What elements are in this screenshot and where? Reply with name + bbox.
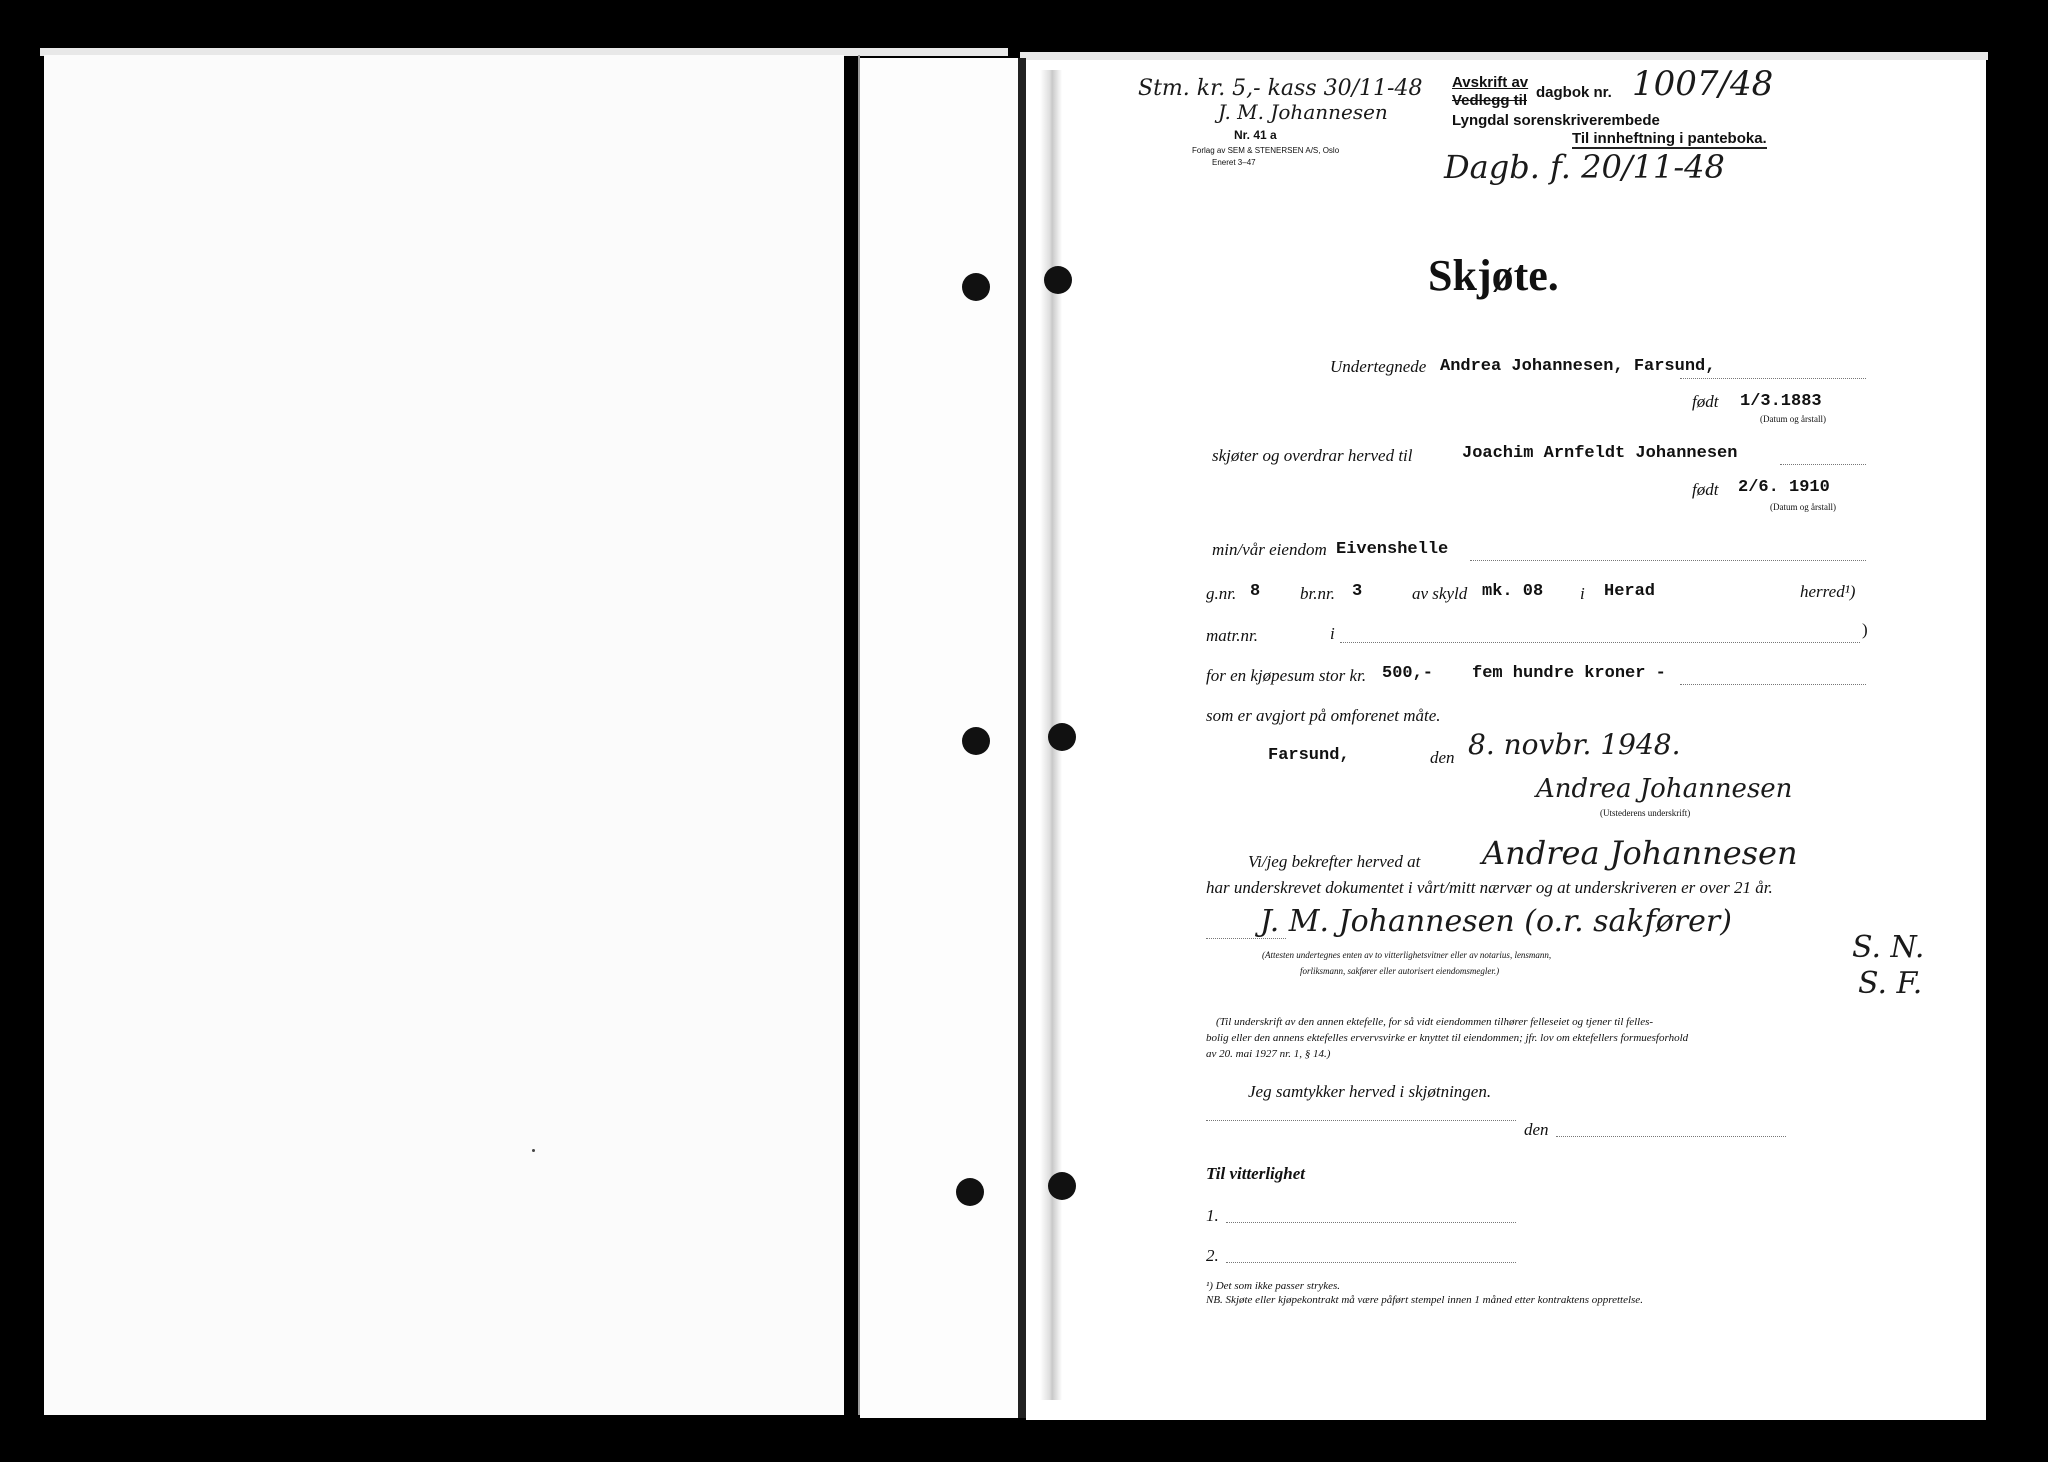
witness-1-line bbox=[1226, 1222, 1516, 1223]
stamp-fee-note: Stm. kr. 5,- kass 30/11-48 bbox=[1138, 76, 1423, 101]
witness-2-number: 2. bbox=[1206, 1246, 1219, 1265]
punch-hole bbox=[962, 273, 990, 301]
gnr-value: 8 bbox=[1250, 582, 1261, 601]
grantor-signature: Andrea Johannesen bbox=[1536, 774, 1793, 804]
den2-label: den bbox=[1524, 1120, 1549, 1139]
grantor-birthdate: 1/3.1883 bbox=[1740, 392, 1822, 411]
punch-hole bbox=[956, 1178, 984, 1206]
dotted-line bbox=[1680, 684, 1866, 685]
herred-value: Herad bbox=[1604, 582, 1656, 601]
stamp-signature: J. M. Johannesen bbox=[1218, 100, 1388, 124]
punch-hole bbox=[1048, 723, 1076, 751]
matr-label: matr.nr. bbox=[1206, 626, 1258, 645]
herred-label: herred¹) bbox=[1800, 582, 1856, 601]
form-number: Nr. 41 a bbox=[1234, 128, 1277, 142]
matr-close: ) bbox=[1862, 620, 1868, 639]
grantee-name: Joachim Arnfeldt Johannesen bbox=[1462, 444, 1738, 463]
gnr-label: g.nr. bbox=[1206, 584, 1237, 603]
skyld-value: mk. 08 bbox=[1482, 582, 1544, 601]
property-name: Eivenshelle bbox=[1336, 540, 1449, 559]
dotted-line bbox=[1470, 560, 1866, 561]
gutter bbox=[1018, 58, 1026, 1418]
skyld-label: av skyld bbox=[1412, 584, 1468, 603]
middle-page-strip bbox=[860, 58, 1018, 1418]
skjoter-label: skjøter og overdrar herved til bbox=[1212, 446, 1413, 465]
dotted-line bbox=[1340, 642, 1860, 643]
dagbok-label: dagbok nr. bbox=[1536, 84, 1612, 101]
den-label: den bbox=[1430, 748, 1455, 767]
spouse-note-2: bolig eller den annens ektefelles ervervsvirke er knyttet til eiendommen; jfr. lov om ektefellers formuesforhold bbox=[1206, 1032, 1689, 1044]
fodt2-hint: (Datum og årstall) bbox=[1770, 502, 1836, 512]
attest-note-1: (Attesten undertegnes enten av to vitterlighetsvitner eller av notarius, lensmann, bbox=[1262, 950, 1552, 960]
fodt2-label: født bbox=[1692, 480, 1719, 499]
attest-note-2: forliksmann, sakfører eller autorisert eiendomsmegler.) bbox=[1300, 966, 1500, 976]
publisher-eneret: Eneret 3–47 bbox=[1212, 158, 1256, 167]
footnote-1: ¹) Det som ikke passer strykes. bbox=[1206, 1280, 1341, 1292]
kjopesum-label: for en kjøpesum stor kr. bbox=[1206, 666, 1367, 685]
deed-date: 8. novbr. 1948. bbox=[1468, 728, 1681, 761]
avgjort-text: som er avgjort på omforenet måte. bbox=[1206, 706, 1441, 725]
matr-i-label: i bbox=[1330, 624, 1335, 643]
fodt1-hint: (Datum og årstall) bbox=[1760, 414, 1826, 424]
witness-signature: J. M. Johannesen (o.r. sakfører) bbox=[1260, 904, 1732, 939]
price-words: fem hundre kroner - bbox=[1472, 664, 1666, 683]
brnr-label: br.nr. bbox=[1300, 584, 1335, 603]
spouse-note-3: av 20. mai 1927 nr. 1, § 14.) bbox=[1206, 1048, 1331, 1060]
undertegnede-label: Undertegnede bbox=[1330, 357, 1427, 376]
brnr-value: 3 bbox=[1352, 582, 1363, 601]
til-innheftning: Til innheftning i panteboka. bbox=[1572, 130, 1767, 147]
spouse-note-1: (Til underskrift av den annen ektefelle, for så vidt eiendommen tilhører felleseiet og tjener til felles- bbox=[1216, 1016, 1654, 1028]
price-value: 500,- bbox=[1382, 664, 1434, 683]
office-name: Lyngdal sorenskriverembede bbox=[1452, 112, 1660, 129]
dotted-line bbox=[1780, 464, 1866, 465]
document-title: Skjøte. bbox=[1428, 251, 1559, 300]
margin-initials-2: S. F. bbox=[1858, 966, 1923, 1001]
left-page bbox=[44, 55, 844, 1415]
bekrefter-label: Vi/jeg bekrefter herved at bbox=[1248, 852, 1421, 871]
grantor-name: Andrea Johannesen, Farsund, bbox=[1440, 357, 1716, 376]
confirmed-signer: Andrea Johannesen bbox=[1482, 834, 1798, 872]
dotted-line bbox=[1680, 378, 1866, 379]
punch-hole bbox=[1044, 266, 1072, 294]
dagbok-date-note: Dagb. f. 20/11-48 bbox=[1444, 148, 1725, 186]
witness-1-number: 1. bbox=[1206, 1206, 1219, 1225]
footnote-2: NB. Skjøte eller kjøpekontrakt må være påført stempel innen 1 måned etter kontraktens opprettelse. bbox=[1206, 1294, 1643, 1306]
header-vedlegg: Vedlegg til bbox=[1452, 92, 1528, 109]
place: Farsund, bbox=[1268, 746, 1350, 765]
dotted-line bbox=[1206, 938, 1286, 939]
margin-initials-1: S. N. bbox=[1852, 930, 1925, 965]
fodt1-label: født bbox=[1692, 392, 1719, 411]
page-stack-edge-right bbox=[1020, 52, 1988, 60]
dotted-line bbox=[1206, 1120, 1516, 1121]
witness-2-line bbox=[1226, 1262, 1516, 1263]
samtykker-text: Jeg samtykker herved i skjøtningen. bbox=[1248, 1082, 1492, 1101]
i-label: i bbox=[1580, 584, 1585, 603]
signature1-hint: (Utstederens underskrift) bbox=[1600, 808, 1691, 818]
eiendom-label: min/vår eiendom bbox=[1212, 540, 1327, 559]
punch-hole bbox=[962, 727, 990, 755]
grantee-birthdate: 2/6. 1910 bbox=[1738, 478, 1830, 497]
stray-mark bbox=[532, 1149, 535, 1152]
publisher-line: Forlag av SEM & STENERSEN A/S, Oslo bbox=[1192, 146, 1340, 155]
punch-hole bbox=[1048, 1172, 1076, 1200]
dotted-line bbox=[1556, 1136, 1786, 1137]
bekrefter-line2: har underskrevet dokumentet i vårt/mitt nærvær og at underskriveren er over 21 år. bbox=[1206, 878, 1773, 897]
vitterlighet-heading: Til vitterlighet bbox=[1206, 1164, 1305, 1183]
dagbok-number: 1007/48 bbox=[1632, 64, 1774, 104]
header-avskrift: Avskrift av bbox=[1452, 74, 1529, 91]
